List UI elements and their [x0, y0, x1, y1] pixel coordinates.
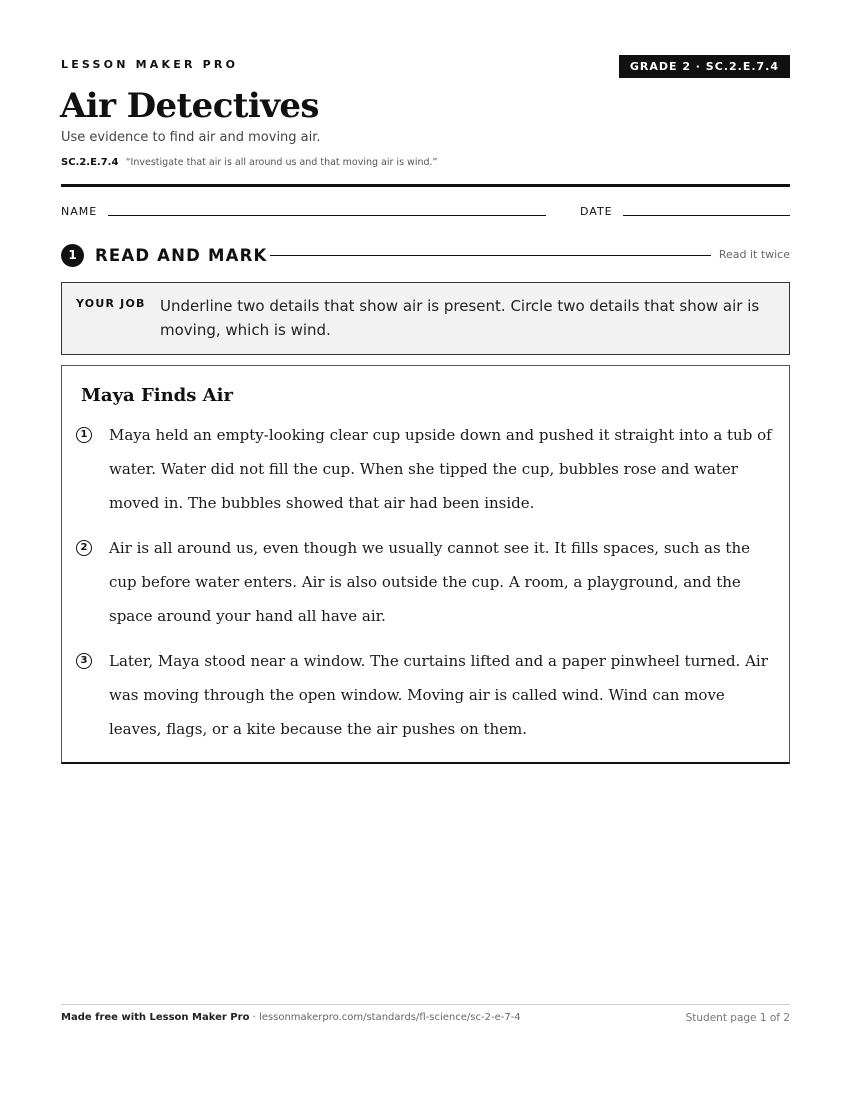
footer-credit	[61, 1012, 521, 1023]
footer-divider	[61, 1004, 790, 1005]
paragraph-number: 1	[76, 427, 92, 443]
section-number-badge: 1	[61, 244, 84, 267]
standard-quote: “Investigate that air is all around us and that moving air is wind.”	[125, 157, 438, 168]
reading-passage	[61, 365, 790, 764]
section-divider	[270, 255, 711, 256]
standard-line	[61, 157, 437, 168]
date-label: DATE	[580, 205, 613, 218]
page-title: Air Detectives	[60, 86, 319, 126]
paragraph-text: Later, Maya stood near a window. The curtains lifted and a paper pinwheel turned. Air was moving through the open window. Moving air is called wind. Wind can move leaves, flags, or a kite because the air pushes on them.	[109, 652, 768, 738]
job-label: YOUR JOB	[76, 297, 146, 310]
brand-name: LESSON MAKER PRO	[61, 58, 239, 71]
paragraph-text: Maya held an empty-looking clear cup upside down and pushed it straight into a tub of water. Water did not fill the cup. When she tipped the cup, bubbles rose and water moved in. The bubbles showed that air had been inside.	[109, 426, 772, 512]
job-instructions: Underline two details that show air is present. Circle two details that show air is moving, which is wind.	[160, 297, 760, 339]
date-field[interactable]	[623, 215, 790, 216]
section-note: Read it twice	[718, 248, 790, 261]
name-field[interactable]	[108, 215, 546, 216]
grade-badge: GRADE 2 · SC.2.E.7.4	[619, 55, 790, 78]
passage-title: Maya Finds Air	[81, 385, 233, 406]
header-divider	[61, 184, 790, 187]
paragraph-number: 3	[76, 653, 92, 669]
paragraph-text: Air is all around us, even though we usually cannot see it. It fills spaces, such as the cup before water enters. Air is also outside the cup. A room, a playground, and the space around your hand all have air.	[109, 539, 750, 625]
page-indicator: Student page 1 of 2	[685, 1012, 790, 1024]
worksheet-page	[61, 0, 790, 1100]
name-label: NAME	[61, 205, 98, 218]
standard-code: SC.2.E.7.4	[61, 157, 119, 168]
job-box	[61, 282, 790, 355]
footer-separator: ·	[249, 1012, 259, 1023]
section-title: READ AND MARK	[95, 246, 268, 265]
footer-url[interactable]: lessonmakerpro.com/standards/fl-science/sc-2-e-7-4	[258, 1012, 521, 1023]
footer-brand: Made free with Lesson Maker Pro	[61, 1012, 250, 1023]
page-subtitle: Use evidence to find air and moving air.	[61, 130, 321, 145]
paragraph-number: 2	[76, 540, 92, 556]
